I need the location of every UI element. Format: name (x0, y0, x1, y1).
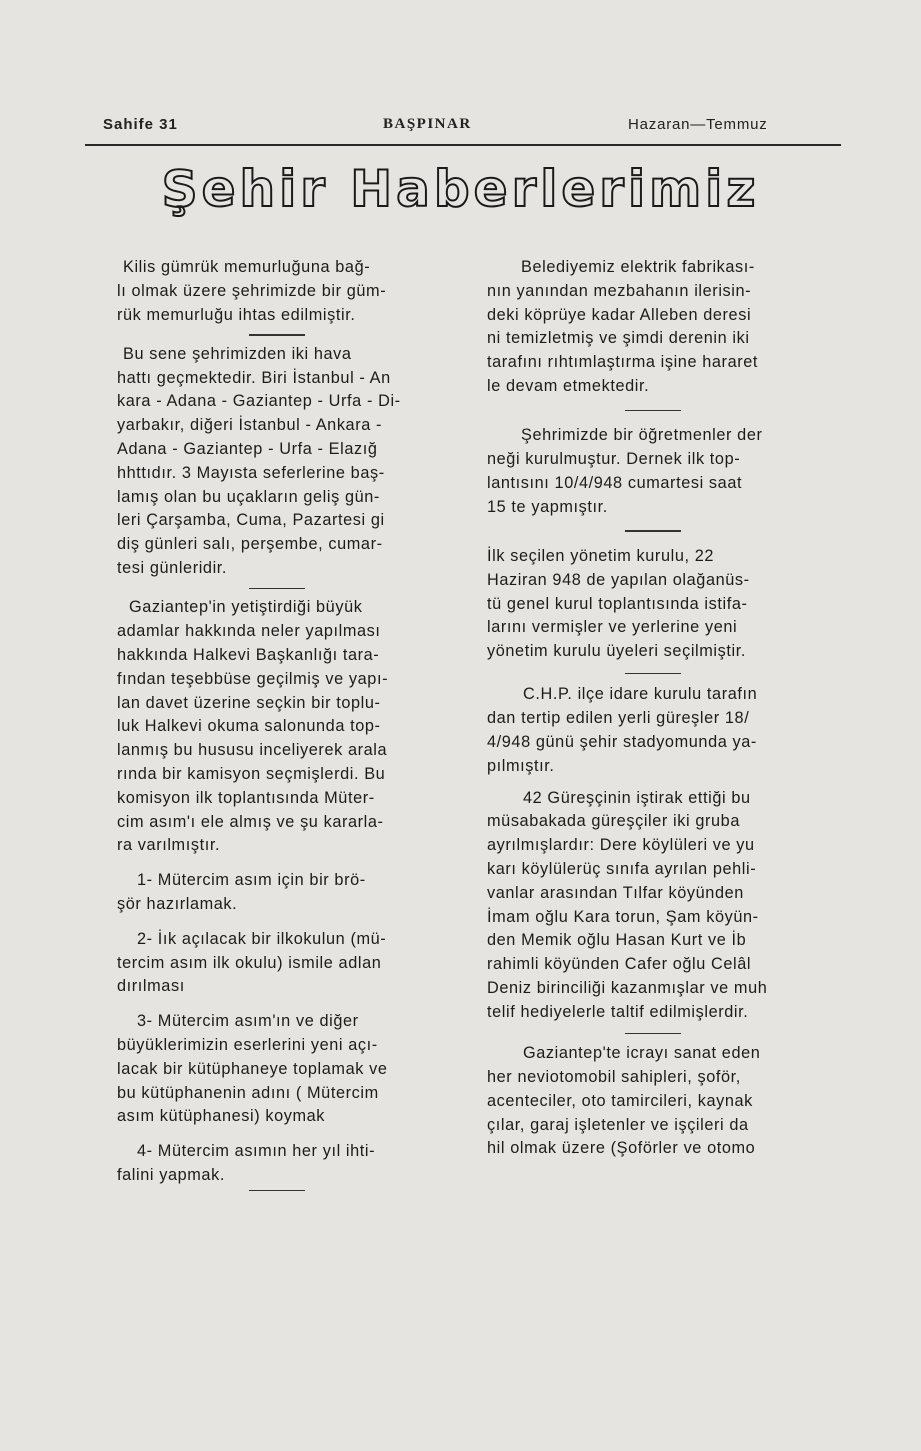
article-customs: Kilis gümrük memurluğuna bağ- lı olmak üzere şehrimizde bir güm- rük memurluğu ihtas edilmiştir. (117, 258, 387, 324)
article-separator (625, 673, 681, 675)
list-item-1: 1- Mütercim asım için bir brö- şör hazırlamak. (117, 871, 366, 913)
article-teachers-association: Şehrimizde bir öğretmenler der neği kurulmuştur. Dernek ilk top- lantısını 10/4/948 cumartesi saat 15 te yapmıştır. (487, 426, 763, 516)
header-rule (85, 144, 841, 146)
issue-date: Hazaran—Temmuz (628, 116, 768, 133)
article-mutercim-asim: Gaziantep'in yetiştirdiği büyük adamlar hakkında neler yapılması hakkında Halkevi Başkanlığı tara- fından teşebbüse geçilmiş ve yapı- lan davet üzerine seçkin bir toplu- luk Halkevi okuma salonunda top- lanmış bu hususu inceliyerek arala rında bir kamisyon seçmişlerdi. Bu komisyon ilk toplantısında Müter- cim asım'ı ele almış ve şu kararla- ra varılmıştır. (117, 598, 389, 855)
article-wrestling-results: 42 Güreşçinin iştirak ettiği bu müsabakada güreşçiler iki gruba ayrılmışlardır: Dere köylüleri ve yu karı köylülerüç sınıfa ayrılan pehli- vanlar arasından Tılfar köyünden İmam oğlu Kara torun, Şam köyün- den Memik oğlu Hasan Kurt ve İb rahimli köyünden Cafer oğlu Celâl Deniz birinciliği kazanmışlar ve muh telif hediyelerle taltif edilmişlerdir. (487, 788, 768, 1021)
article-separator (249, 588, 305, 590)
right-column (487, 256, 841, 1161)
list-item-3: 3- Mütercim asım'ın ve diğer büyüklerimizin eserlerini yeni açı- lacak bir kütüphaneye toplamak ve bu kütüphanenin adını ( Mütercim asım kütüphanesi) koymak (117, 1012, 388, 1126)
article-wrestling: C.H.P. ilçe idare kurulu tarafın dan tertip edilen yerli güreşler 18/ 4/948 günü şehir stadyomunda ya- pılmıştır. (487, 685, 758, 775)
section-title: Şehir Haberlerimiz (161, 160, 760, 218)
article-airlines: Bu sene şehrimizden iki hava hattı geçmektedir. Biri İstanbul - An kara - Adana - Gaziantep - Urfa - Di- yarbakır, diğeri İstanbul - Ankara - Adana - Gaziantep - Urfa - Elazığ hhttıdır. 3 Mayısta seferlerine baş- lamış olan bu uçakların geliş gün- leri Çarşamba, Cuma, Pazartesi gi diş günleri salı, perşembe, cumar- tesi günleridir. (117, 344, 401, 578)
article-drivers: Gaziantep'te icrayı sanat eden her neviotomobil sahipleri, şoför, acenteciler, oto tamircileri, kaynak çılar, garaj işletenler ve işçileri da hil olmak üzere (Şoförler ve otomo (487, 1044, 761, 1158)
article-separator (625, 1033, 681, 1035)
article-separator (625, 530, 681, 532)
article-separator (625, 410, 681, 412)
page-number: Sahife 31 (103, 116, 178, 133)
list-item-4: 4- Mütercim asımın her yıl ihti- falini yapmak. (117, 1142, 376, 1184)
article-electric-factory: Belediyemiz elektrik fabrikası- nın yanından mezbahanın ilerisin- deki köprüye kadar Alleben deresi ni temizletmiş ve şimdi derenin iki tarafını rıhtımlaştırma işine hararet le devam etmektedir. (487, 258, 759, 395)
article-separator (249, 1190, 305, 1192)
article-separator (249, 334, 305, 336)
left-column (117, 256, 452, 1191)
publication-name: BAŞPINAR (383, 116, 472, 132)
article-board-election: İlk seçilen yönetim kurulu, 22 Haziran 948 de yapılan olağanüs- tü genel kurul toplantısında istifa- larını vermişler ve yerlerine yeni yönetim kurulu üyeleri seçilmiştir. (487, 546, 750, 661)
list-item-2: 2- İık açılacak bir ilkokulun (mü- tercim asım ilk okulu) ismile adlan dırılması (117, 929, 387, 996)
